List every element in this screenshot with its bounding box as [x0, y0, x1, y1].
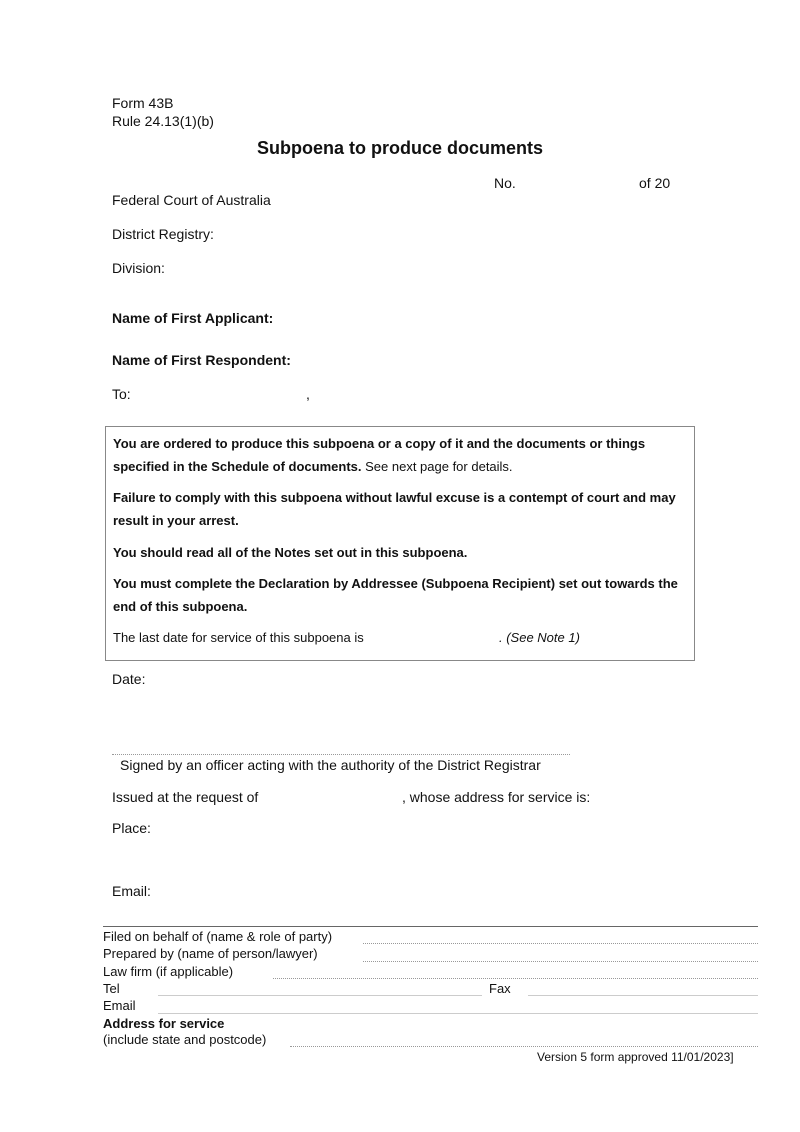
page-title: Subpoena to produce documents	[256, 138, 543, 158]
footer-email-line	[158, 1013, 758, 1014]
notice-service-date-end: . (See Note 1)	[499, 630, 580, 645]
version-note: Version 5 form approved 11/01/2023]	[537, 1050, 734, 1064]
notice-read-notes-paragraph: You should read all of the Notes set out in this subpoena.	[113, 545, 468, 560]
place-label: Place:	[112, 820, 151, 836]
date-label: Date:	[112, 671, 146, 687]
court-name: Federal Court of Australia	[112, 192, 271, 208]
prepared-by-label: Prepared by (name of person/lawyer)	[103, 946, 318, 961]
tel-label: Tel	[103, 981, 120, 996]
first-applicant-label: Name of First Applicant:	[112, 310, 274, 326]
law-firm-line	[273, 978, 758, 979]
file-number-label: No.	[494, 175, 516, 191]
signed-by-text: Signed by an officer acting with the authority of the District Registrar	[120, 757, 541, 773]
signature-line	[112, 754, 570, 755]
address-for-service-heading: Address for service	[103, 1016, 225, 1031]
first-respondent-label: Name of First Respondent:	[112, 352, 291, 368]
rule-reference: Rule 24.13(1)(b)	[112, 113, 214, 129]
file-year-label: of 20	[639, 175, 671, 191]
fax-label: Fax	[489, 981, 511, 996]
notice-order-normal: See next page for details.	[361, 459, 513, 474]
notice-declaration-paragraph: You must complete the Declaration by Addressee (Subpoena Recipient) set out towards the end of this subpoena.	[113, 576, 678, 614]
notice-service-date-text: The last date for service of this subpoena is	[113, 630, 364, 645]
law-firm-label: Law firm (if applicable)	[103, 964, 234, 979]
footer-email-label: Email	[103, 998, 136, 1013]
notice-box	[105, 426, 695, 661]
notice-order-paragraph	[113, 432, 688, 478]
address-line	[290, 1046, 758, 1047]
issued-at-request-label: Issued at the request of	[112, 789, 259, 805]
footer-divider	[103, 926, 758, 927]
notice-order-bold: You are ordered to produce this subpoena or a copy of it and the documents or things specified in the Schedule of documents.	[113, 436, 646, 474]
email-label: Email:	[112, 883, 151, 899]
addressee-comma: ,	[306, 386, 310, 402]
tel-line	[158, 995, 482, 996]
form-number: Form 43B	[112, 95, 174, 111]
fax-line	[528, 995, 758, 996]
division-label: Division:	[112, 260, 165, 276]
prepared-by-line	[363, 961, 758, 962]
filed-on-behalf-label: Filed on behalf of (name & role of party)	[103, 929, 333, 944]
addressee-label: To:	[112, 386, 131, 402]
filed-on-behalf-line	[363, 943, 758, 944]
address-note: (include state and postcode)	[103, 1032, 267, 1047]
notice-contempt-paragraph: Failure to comply with this subpoena without lawful excuse is a contempt of court and may result in your arrest.	[113, 490, 676, 528]
district-registry-label: District Registry:	[112, 226, 214, 242]
address-for-service-label: , whose address for service is:	[402, 789, 591, 805]
